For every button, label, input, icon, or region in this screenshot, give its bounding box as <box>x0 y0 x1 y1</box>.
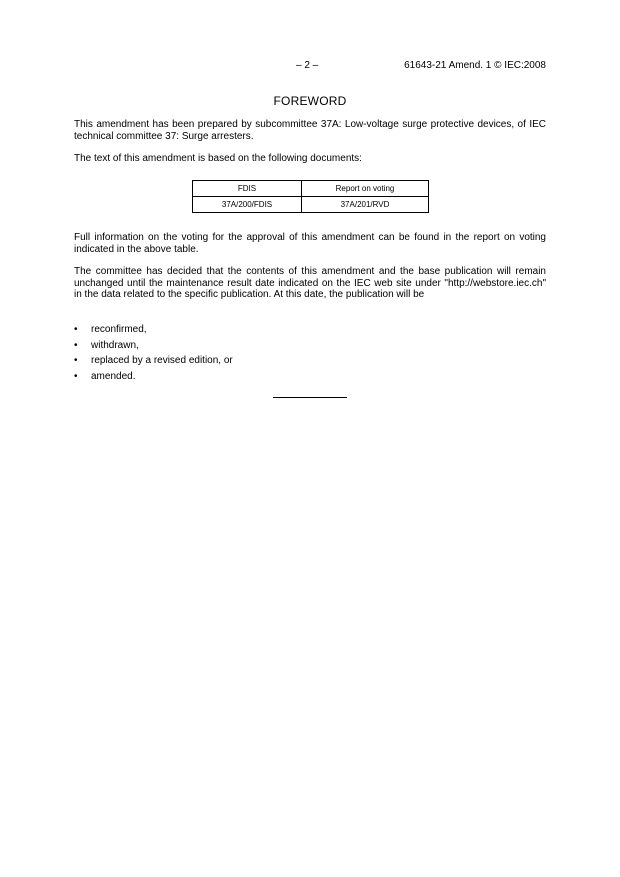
table-cell: 37A/201/RVD <box>302 197 429 213</box>
list-item-text: reconfirmed, <box>91 324 147 335</box>
list-item <box>74 324 233 340</box>
page-title: FOREWORD <box>273 94 347 108</box>
maintenance-paragraph: The committee has decided that the contents of this amendment and the base publication will remain unchanged until the maintenance result date indicated on the IEC web site under "http://webstore.iec.ch" in the data related to the specific publication. At this date, the publication will be <box>74 266 546 300</box>
page-header <box>0 60 620 74</box>
list-item <box>74 340 233 356</box>
table-cell: 37A/200/FDIS <box>193 197 302 213</box>
list-item-text: withdrawn, <box>91 339 139 351</box>
voting-info-paragraph: Full information on the voting for the approval of this amendment can be found in the report on voting indicated in the above table. <box>74 232 546 255</box>
list-item <box>74 355 233 371</box>
bullet-icon: • <box>74 355 78 367</box>
table-row <box>193 197 429 213</box>
intro-paragraph: This amendment has been prepared by subcommittee 37A: Low-voltage surge protective devices, of IEC technical committee 37: Surge arresters. <box>74 119 546 142</box>
table-header-row <box>193 181 429 197</box>
list-item <box>74 371 233 387</box>
page-number: – 2 – <box>296 60 319 71</box>
outcome-list <box>74 324 233 387</box>
table-header-cell: Report on voting <box>302 181 429 197</box>
list-item-text: replaced by a revised edition, or <box>91 355 233 367</box>
end-rule-divider <box>273 397 347 398</box>
document-reference: 61643-21 Amend. 1 © IEC:2008 <box>404 60 546 71</box>
documents-table <box>192 180 429 213</box>
bullet-icon: • <box>74 324 78 335</box>
bullet-icon: • <box>74 371 78 383</box>
bullet-icon: • <box>74 339 78 351</box>
based-on-paragraph: The text of this amendment is based on the following documents: <box>74 153 362 164</box>
list-item-text: amended. <box>91 371 136 383</box>
table-header-cell: FDIS <box>193 181 302 197</box>
